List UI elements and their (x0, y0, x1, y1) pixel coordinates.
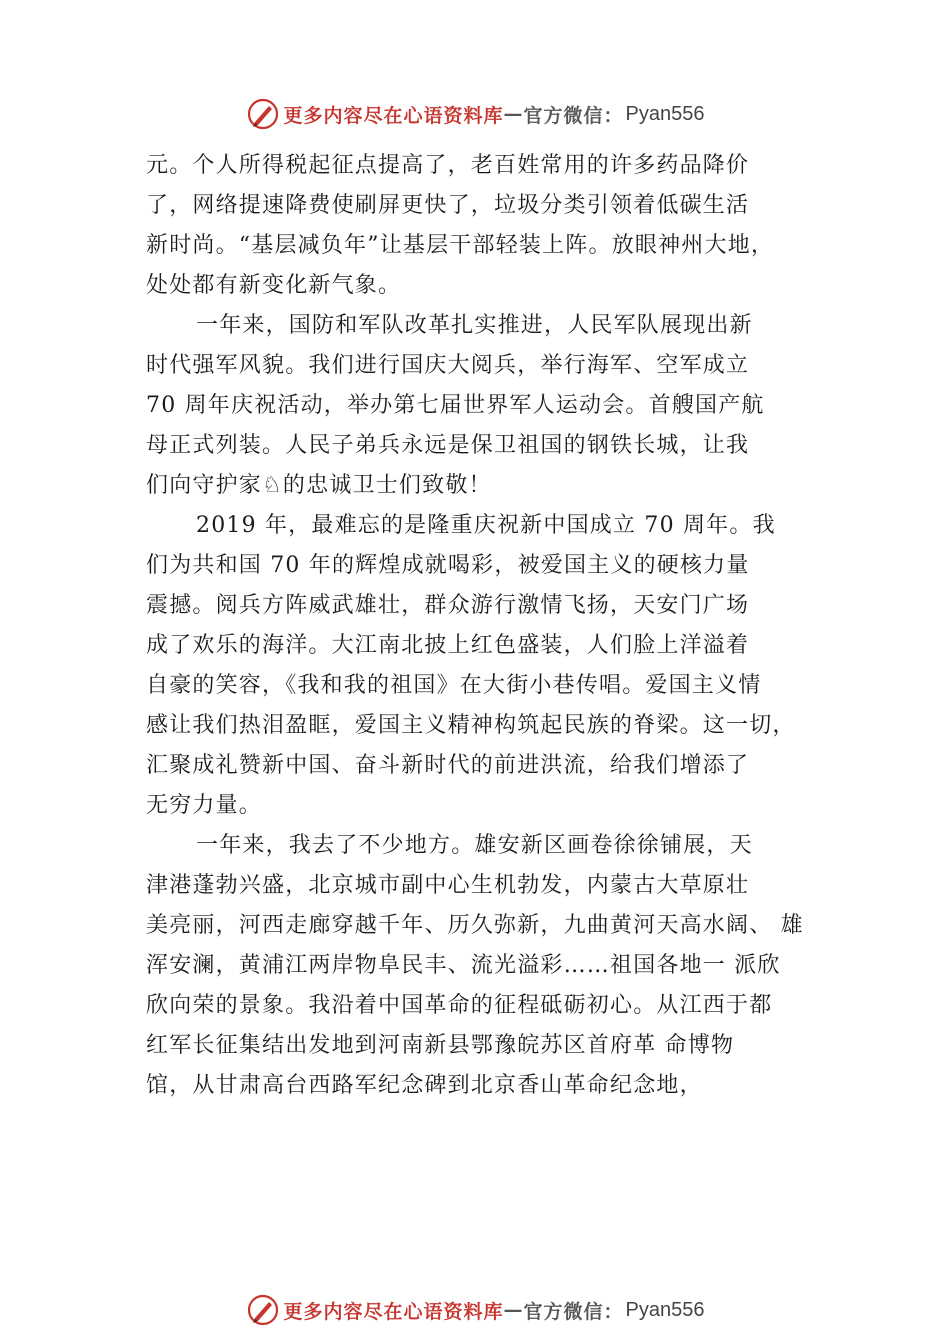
text-line: 时代强军风貌。我们进行国庆大阅兵，举行海军、空军成立 (146, 353, 750, 378)
banner-dash: — (503, 103, 524, 125)
text-line: 一年来，国防和军队改革扎实推进，人民军队展现出新 (196, 313, 753, 338)
brand-text: 更多内容尽在心语资料库 (283, 1300, 504, 1323)
text-line: 欣向荣的景象。我沿着中国革命的征程砥砺初心。从江西于都 (146, 993, 773, 1018)
banner-dash: — (503, 1299, 524, 1321)
text-line: 震撼。阅兵方阵威武雄壮，群众游行激情飞扬，天安门广场 (146, 593, 750, 618)
paragraph (146, 826, 836, 1106)
text-line: 汇聚成礼赞新中国、奋斗新时代的前进洪流，给我们增添了 (146, 753, 750, 778)
wechat-label: 官方微信： (523, 1300, 624, 1323)
brand-text: 更多内容尽在心语资料库 (283, 104, 504, 127)
document-body (146, 146, 836, 1106)
text-line: 津港蓬勃兴盛，北京城市副中心生机勃发，内蒙古大草原壮 (146, 873, 750, 898)
text-line: 一年来，我去了不少地方。雄安新区画卷徐徐铺展，天 (196, 833, 753, 858)
text-line: 成了欢乐的海洋。大江南北披上红色盛装，人们脸上洋溢着 (146, 633, 750, 658)
text-line: 美亮丽，河西走廊穿越千年、历久弥新，九曲黄河天高水阔、 雄 (146, 913, 804, 938)
wechat-id: Pyan556 (625, 1298, 705, 1321)
text-line: 无穷力量。 (146, 793, 263, 818)
wechat-label: 官方微信： (523, 104, 624, 127)
footer-banner (0, 1290, 950, 1330)
text-line: 红军长征集结出发地到河南新县鄂豫皖苏区首府革 命博物 (146, 1033, 735, 1058)
header-banner (0, 94, 950, 134)
paragraph (146, 306, 836, 506)
text-line: 了，网络提速降费使刷屏更快了，垃圾分类引领着低碳生活 (146, 193, 750, 218)
text-line: 处处都有新变化新气象。 (146, 273, 402, 298)
text-line: 自豪的笑容，《我和我的祖国》在大街小巷传唱。爱国主义情 (146, 673, 762, 698)
text-line: 70 周年庆祝活动，举办第七届世界军人运动会。首艘国产航 (146, 393, 765, 418)
wechat-id: Pyan556 (625, 102, 705, 125)
text-line: 馆，从甘肃高台西路军纪念碑到北京香山革命纪念地， (146, 1073, 703, 1098)
text-line: 2019 年，最难忘的是隆重庆祝新中国成立 70 周年。我 (196, 513, 776, 538)
text-line: 们为共和国 70 年的辉煌成就喝彩，被爱国主义的硬核力量 (146, 553, 750, 578)
text-line: 新时尚。“基层减负年”让基层干部轻装上阵。放眼神州大地， (146, 233, 775, 258)
pen-logo-icon (246, 1293, 280, 1327)
text-line: 们向守护家♘的忠诚卫士们致敬！ (146, 473, 492, 498)
text-line: 浑安澜，黄浦江两岸物阜民丰、流光溢彩……祖国各地一 派欣 (146, 953, 781, 978)
paragraph (146, 146, 836, 306)
text-line: 元。个人所得税起征点提高了，老百姓常用的许多药品降价 (146, 153, 750, 178)
text-line: 母正式列装。人民子弟兵永远是保卫祖国的钢铁长城，让我 (146, 433, 750, 458)
paragraph (146, 506, 836, 826)
text-line: 感让我们热泪盈眶，爱国主义精神构筑起民族的脊梁。这一切， (146, 713, 796, 738)
pen-logo-icon (246, 97, 280, 131)
